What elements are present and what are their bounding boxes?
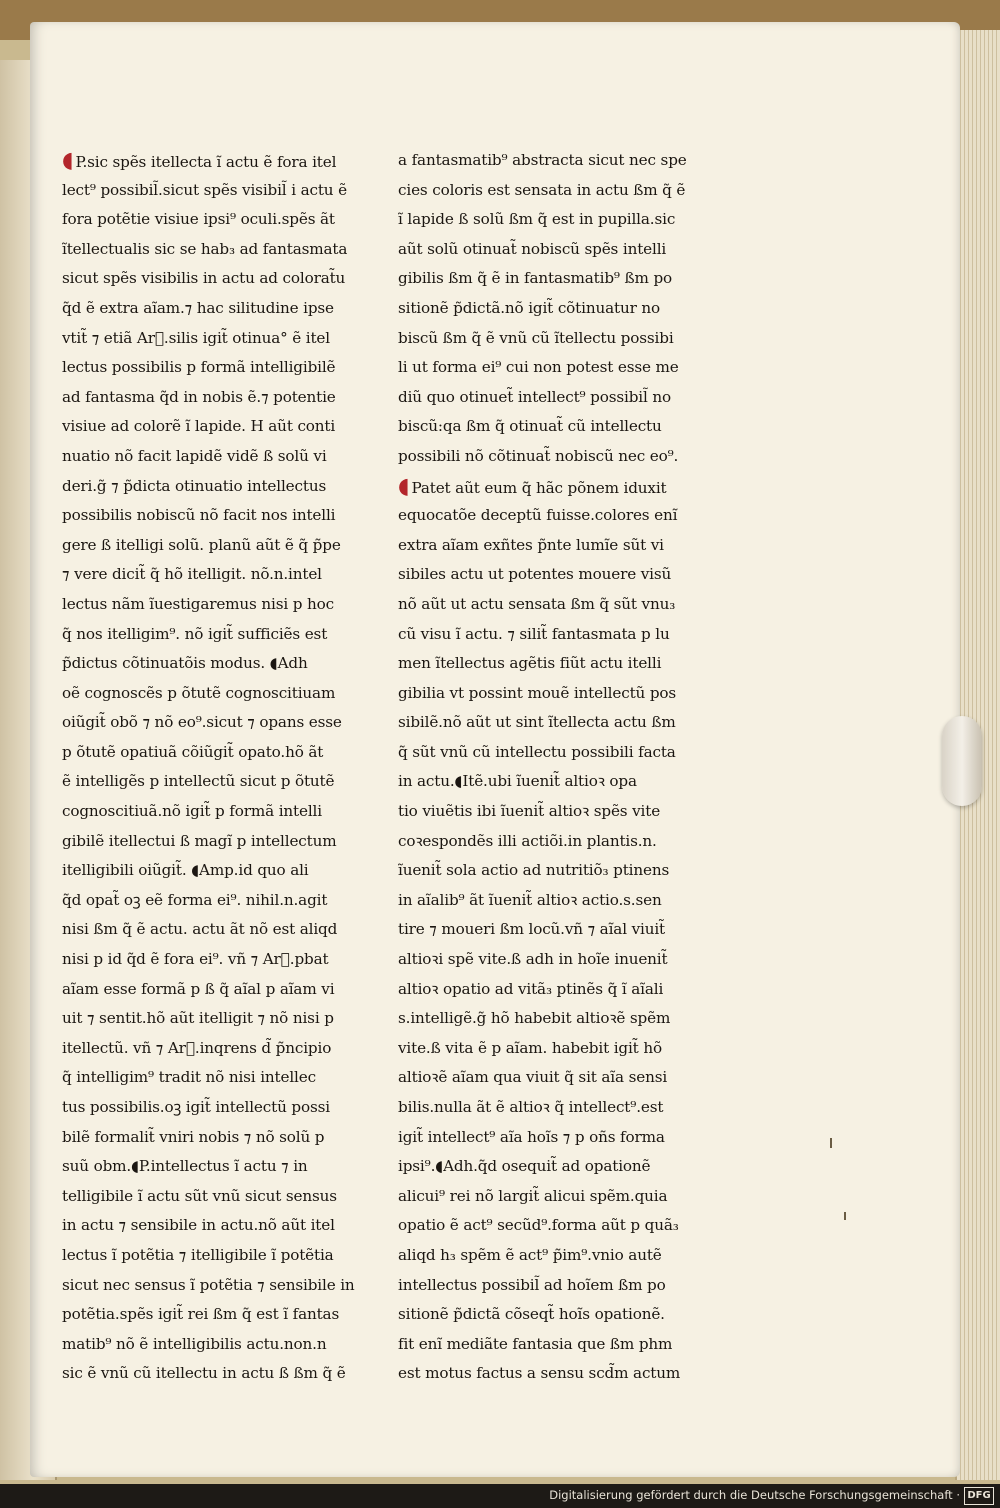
text-line [398,1300,710,1330]
text-line [62,442,367,472]
text-line [62,708,367,738]
text-line-content: p õtutẽ opatiuã cõiũgit̃ opato.hõ ãt [62,742,324,761]
text-line [62,1034,367,1064]
text-line-content: est motus factus a sensu scd̃m actum [398,1364,681,1383]
text-line [62,797,367,827]
text-line [62,501,367,531]
text-line [398,1182,710,1212]
text-line-content: tio viuẽtis ibi ĩuenit̃ altioꝛ spẽs vite [398,802,661,821]
text-line-content: biscũ ßm q̃ ẽ vnũ cũ ĩtellectu possibi [398,328,674,347]
text-line [62,1359,367,1389]
text-line [62,1004,367,1034]
text-line-content: gibilis ßm q̃ ẽ in fantasmatib⁹ ßm po [398,269,673,288]
text-line [62,1330,367,1360]
text-line-content: ẽ intelligẽs p intellectũ sicut p õtutẽ [62,772,335,791]
text-line [398,886,710,916]
text-line-content: biscũ:qa ßm q̃ otinuat̃ cũ intellectu [398,417,662,436]
text-line-content: lectus possibilis p formã intelligibilẽ [62,358,336,377]
text-line [62,146,367,176]
text-line [398,1093,710,1123]
text-line [62,590,367,620]
text-line [62,1241,367,1271]
text-line-content: ĩuenit̃ sola actio ad nutritiõ₃ ptinens [398,861,670,880]
text-line-content: gibilia vt possint mouẽ intellectũ pos [398,683,677,702]
text-line-content: aĩam esse formã p ß q̃ aĩal p aĩam vi [62,979,335,998]
text-line-content: aliqd h₃ spẽm ẽ act⁹ p̃im⁹.vnio autẽ [398,1245,662,1264]
text-line [62,353,367,383]
text-line-content: q̃d ẽ extra aĩam.⁊ hac silitudine ipse [62,298,334,317]
text-line [62,264,367,294]
text-line [62,975,367,1005]
text-line-content: sitionẽ p̃dictã cõseqt̃ hoĩs opationẽ. [398,1305,665,1324]
text-line-content: sic ẽ vnũ cũ itellectu in actu ß ßm q̃ ẽ [62,1364,346,1383]
text-line [62,1271,367,1301]
text-line [62,531,367,561]
footer-credit: Digitalisierung gefördert durch die Deutsche Forschungsgemeinschaft · [549,1488,960,1502]
text-line-content: cũ visu ĩ actu. ⁊ silit̃ fantasmata p lu [398,624,670,643]
text-line [62,412,367,442]
text-line-content: in actu.◖Itẽ.ubi ĩuenit̃ altioꝛ opa [398,772,637,791]
text-column-left [62,146,367,1389]
text-line-content: Patet aũt eum q̃ hãc põnem iduxit [411,478,667,497]
text-line [62,472,367,502]
text-line [62,649,367,679]
text-line-content: opatio ẽ act⁹ secũd⁹.forma aũt p quã₃ [398,1216,679,1235]
text-line-content: deri.g̃ ⁊ p̃dicta otinuatio intellectus [62,476,327,495]
text-line [398,383,710,413]
text-line-content: altioꝛẽ aĩam qua viuit q̃ sit aĩa sensi [398,1068,668,1087]
ink-mark [830,1138,832,1148]
text-line-content: nuatio nõ facit lapidẽ vidẽ ß solũ vi [62,446,327,465]
text-line-content: cognoscitiuã.nõ igit̃ p formã intelli [62,802,322,821]
text-line-content: lectus ĩ potẽtia ⁊ itelligibile ĩ potẽtia [62,1245,334,1264]
text-line [62,1123,367,1153]
text-line-content: men ĩtellectus agẽtis fiũt actu itelli [398,654,662,673]
text-line-content: coꝛespondẽs illi actiõi.in plantis.n. [398,831,657,850]
text-line-content: bilẽ formalit̃ vniri nobis ⁊ nõ solũ p [62,1127,325,1146]
text-line [398,146,710,176]
text-line-content: intellectus possibil̃ ad hoĩem ßm po [398,1275,666,1294]
text-line-content: possibili nõ cõtinuat̃ nobiscũ nec eo⁹. [398,446,679,465]
text-line [398,797,710,827]
text-line [398,1004,710,1034]
text-line-content: oiũgit̃ obõ ⁊ nõ eo⁹.sicut ⁊ opans esse [62,713,342,732]
text-line-content: suũ obm.◖P.intellectus ĩ actu ⁊ in [62,1157,308,1176]
text-line-content: possibilis nobiscũ nõ facit nos intelli [62,506,336,525]
text-line-content: itellectũ. vñ ⁊ Arᷓ.inqrens d̃ p̃ncipio [62,1038,332,1057]
text-line [398,620,710,650]
text-line-content: tire ⁊ moueri ßm locũ.vñ ⁊ aĩal viuit̃ [398,920,666,939]
text-line-content: itelligibili oiũgit̃. ◖Amp.id quo ali [62,861,309,880]
text-line-content: extra aĩam exñtes p̃nte lumĩe sũt vi [398,535,664,554]
text-line [62,827,367,857]
text-line [398,501,710,531]
text-line [398,1152,710,1182]
text-line-content: uit ⁊ sentit.hõ aũt itelligit ⁊ nõ nisi p [62,1009,334,1028]
page-clip [942,716,982,806]
text-line [62,856,367,886]
text-line-content: sibiles actu ut potentes mouere visũ [398,565,672,584]
text-line-content: cies coloris est sensata in actu ßm q̃ ẽ [398,180,686,199]
text-line-content: in actu ⁊ sensibile in actu.nõ aũt itel [62,1216,335,1235]
text-line-content: sicut spẽs visibilis in actu ad colorat̃u [62,269,346,288]
text-line-content: lect⁹ possibil̃.sicut spẽs visibil̃ i actu ẽ [62,180,347,199]
text-line-content: nõ aũt ut actu sensata ßm q̃ sũt vnu₃ [398,594,676,613]
text-line [398,1034,710,1064]
text-line-content: fora potẽtie visiue ipsi⁹ oculi.spẽs ãt [62,210,335,229]
text-line-content: ipsi⁹.◖Adh.q̃d osequit̃ ad opationẽ [398,1157,651,1176]
text-line [62,767,367,797]
text-line-content: nisi p id q̃d ẽ fora ei⁹. vñ ⁊ Arᷓ.pbat [62,950,329,969]
text-line [398,205,710,235]
text-line [62,205,367,235]
text-line [62,1300,367,1330]
text-line [398,1063,710,1093]
text-line-content: oẽ cognoscẽs p õtutẽ cognoscitiuam [62,683,336,702]
text-line-content: ad fantasma q̃d in nobis ẽ.⁊ potentie [62,387,336,406]
text-line [398,708,710,738]
text-line [398,738,710,768]
text-line-content: tus possibilis.oꝫ igit̃ intellectũ possi [62,1098,330,1116]
text-line-content: gibilẽ itellectui ß magĩ p intellectum [62,831,337,850]
text-line-content: ⁊ vere dicit̃ q̃ hõ itelligit. nõ.n.intel [62,565,322,584]
text-line [398,915,710,945]
text-line-content: gere ß itelligi solũ. planũ aũt ẽ q̃ p̃pe [62,535,341,554]
text-line [62,294,367,324]
text-line-content: visiue ad colorẽ ĩ lapide. H aũt conti [62,417,336,436]
text-line-content: p̃dictus cõtinuatõis modus. ◖Adh [62,654,308,673]
text-line [398,235,710,265]
text-line-content: q̃ nos itelligim⁹. nõ igit̃ sufficiẽs est [62,624,328,643]
text-line [398,1271,710,1301]
text-line [398,353,710,383]
text-line-content: q̃ intelligim⁹ tradit nõ nisi intellec [62,1068,316,1087]
text-line [398,1241,710,1271]
text-line [398,649,710,679]
text-line [398,1123,710,1153]
text-line [398,975,710,1005]
text-line-content: equocatõe deceptũ fuisse.colores enĩ [398,506,678,525]
text-line [398,560,710,590]
text-line-content: q̃ sũt vnũ cũ intellectu possibili facta [398,742,676,761]
text-line [62,1093,367,1123]
text-line-content: in aĩalib⁹ ãt ĩuenit̃ altioꝛ actio.s.sen [398,890,662,909]
text-line [62,886,367,916]
text-line [398,679,710,709]
text-line [398,856,710,886]
text-line [62,176,367,206]
text-line [62,1182,367,1212]
text-line [398,294,710,324]
text-line-content: altioꝛ opatio ad vitã₃ ptinẽs q̃ ĩ aĩali [398,979,664,998]
dfg-logo: DFG [964,1487,994,1505]
text-line [398,442,710,472]
text-line [62,738,367,768]
text-line [398,827,710,857]
text-line-content: potẽtia.spẽs igit̃ rei ßm q̃ est ĩ fantas [62,1305,340,1324]
text-line-content: ĩ lapide ß solũ ßm q̃ est in pupilla.sic [398,210,676,229]
text-line [398,531,710,561]
text-line-content: matib⁹ nõ ẽ intelligibilis actu.non.n [62,1334,327,1353]
text-line-content: ĩtellectualis sic se hab₃ ad fantasmata [62,239,348,258]
text-line [398,412,710,442]
text-line-content: igit̃ intellect⁹ aĩa hoĩs ⁊ p oñs forma [398,1127,665,1146]
text-line [398,264,710,294]
text-line [398,1330,710,1360]
text-line-content: vtit̃ ⁊ etiã Arᷓ.silis igit̃ otinua° ẽ itel [62,328,330,347]
text-line-content: nisi ßm q̃ ẽ actu. actu ãt nõ est aliqd [62,920,338,939]
text-line [62,1063,367,1093]
rubric-paragraph-mark: ◖ [398,472,410,499]
text-line [398,176,710,206]
text-line-content: telligibile ĩ actu sũt vnũ sicut sensus [62,1186,337,1205]
text-line-content: li ut forma ei⁹ cui non potest esse me [398,358,679,377]
text-line [62,383,367,413]
text-line [398,590,710,620]
text-line-content: diũ quo otinuet̃ intellect⁹ possibil̃ no [398,387,672,406]
text-line [398,945,710,975]
text-line-content: fit enĩ mediãte fantasia que ßm phm [398,1334,673,1353]
text-line-content: aũt solũ otinuat̃ nobiscũ spẽs intelli [398,239,667,258]
ink-mark [844,1212,846,1220]
text-column-right [398,146,710,1389]
text-line-content: s.intelligẽ.g̃ hõ habebit altioꝛẽ spẽm [398,1009,671,1028]
text-line-content: sitionẽ p̃dictã.nõ igit̃ cõtinuatur no [398,298,660,317]
rubric-paragraph-mark: ◖ [62,147,74,173]
text-line [62,560,367,590]
text-line [62,1211,367,1241]
text-line [398,472,710,502]
text-line-content: vite.ß vita ẽ p aĩam. habebit igit̃ hõ [398,1038,662,1057]
text-line [62,1152,367,1182]
text-line [398,1211,710,1241]
text-line-content: bilis.nulla ãt ẽ altioꝛ q̃ intellect⁹.est [398,1098,664,1116]
text-line [62,235,367,265]
text-line-content: lectus nãm ĩuestigaremus nisi p hoc [62,594,334,613]
text-line-content: q̃d opat̃ oꝫ eẽ forma ei⁹. nihil.n.agit [62,890,328,909]
text-line-content: sicut nec sensus ĩ potẽtia ⁊ sensibile in [62,1275,355,1294]
text-line-content: a fantasmatib⁹ abstracta sicut nec spe [398,151,687,169]
text-line [398,324,710,354]
text-line-content: P.sic spẽs itellecta ĩ actu ẽ fora itel [75,153,337,171]
text-line [398,1359,710,1389]
text-line-content: sibilẽ.nõ aũt ut sint ĩtellecta actu ßm [398,713,676,732]
text-line [62,679,367,709]
text-line [62,620,367,650]
text-line [62,945,367,975]
text-line-content: altioꝛi spẽ vite.ß adh in hoĩe inuenit̃ [398,950,668,969]
text-line [398,767,710,797]
text-line-content: alicui⁹ rei nõ largit̃ alicui spẽm.quia [398,1186,668,1205]
text-line [62,324,367,354]
text-line [62,915,367,945]
